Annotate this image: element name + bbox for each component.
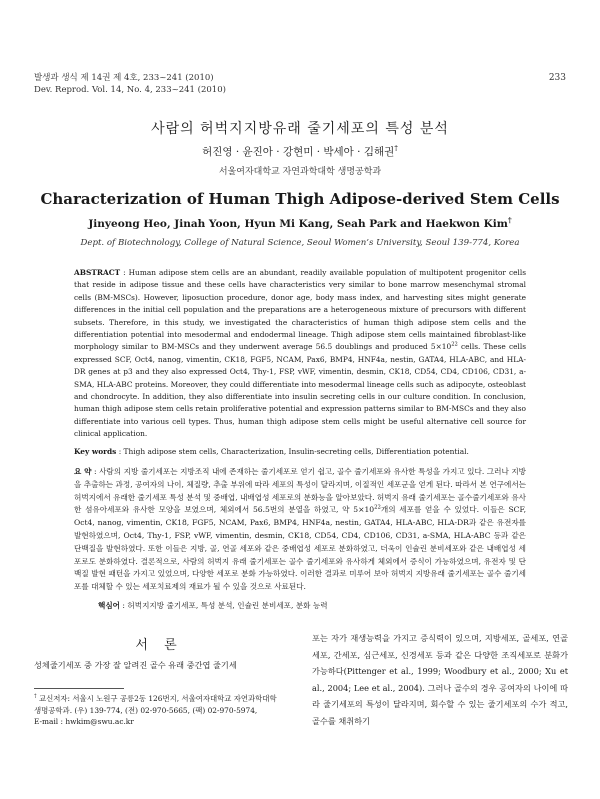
keywords-korean [98,600,518,611]
authors-english [0,215,600,230]
keywords-label: Key words [74,447,117,456]
journal-header-ko: 발생과 생식 제 14권 제 4호, 233~241 (2010) [34,73,214,83]
footnote-line-1: 교신저자: 서울시 노원구 공릉2동 126번지, 서울여자대학교 자연과학대학 생명공학과. (우) 139-774, (전) 02-970-5665, (팩) 02-970-5974, [34,694,277,715]
abstract-text-1: : Human adipose stem cells are an abundant, readily available population of multipotent progenitor cells that reside in adipose tissue and these cells have characteristics very similar to bone marrow mesenchymal stromal cells (BM-MSCs). However, liposuction procedure, donor age, body mass index, and harvesting sites might generate differences in the initial cell population and the preparations are a heterogeneous mixture of precursors with different subsets. Therefore, in this study, we investigated the characteristics of human thigh adipose stem cells and the differentiation potential into mesodermal and endodermal lineage. Thigh adipose stem cells maintained fibroblast-like morphology similar to BM-MSCs and they underwent average 56.5 doublings and produced 5×10 [74,268,526,352]
footnote-email: E-mail : hwkim@swu.ac.kr [34,717,134,727]
abstract-text-2: cells. These cells expressed SCF, Oct4, nanog, vimentin, CK18, FGF5, NCAM, Pax6, BMP4, HNF4a, nestin, GATA4, HLA-ABC, and HLA-DR genes at p3 and they also expressed Oct4, Thy-1, FSP, vWF, vimentin, desmin, CK18, CD54, CD4, CD106, CD31, a-SMA, HLA-ABC proteins. Moreover, they could differentiate into mesodermal lineage cells such as adipocyte, osteoblast and chondrocyte. In addition, they also differentiate into insulin secreting cells in our culture condition. In conclusion, human thigh adipose stem cells retain proliferative potential and expression patterns similar to BM-MSCs and they also differentiate into various cell types. Thus, human thigh adipose stem cells might be useful alternative cell source for clinical application. [74,342,526,439]
abstract-ko-exponent: 22 [374,504,381,511]
affiliation-english: Dept. of Biotechnology, College of Natural Science, Seoul Women’s University, Seoul 139-774, Korea [80,238,520,248]
keywords-ko-label: 핵심어 [98,601,121,610]
abstract-ko-text-1: : 사람의 지방 줄기세포는 지방조직 내에 존재하는 줄기세포로 얻기 쉽고, 골수 줄기세포와 유사한 특성을 가지고 있다. 그러나 지방을 추출하는 과정, 공여자의 나이, 체질량, 추출 부위에 따라 세포의 특성이 달라지며, 이질적인 세포군을 얻게 된다. 따라서 본 연구에서는 허벅지에서 유래한 줄기세포 특성 분석 및 중배엽, 내배엽성 세포로의 분화능을 알아보았다. 허벅지 유래 줄기세포는 골수줄기세포와 유사한 섬유아세포와 유사한 모양을 보였으며, 체외에서 56.5번의 분열을 하였고, 약 5×10 [74,467,526,515]
title-korean: 사람의 허벅지지방유래 줄기세포의 특성 분석 [151,121,449,137]
affiliation-korean: 서울여자대학교 자연과학대학 생명공학과 [218,167,382,177]
intro-right-column: 포는 자가 재생능력을 가지고 증식력이 있으며, 지방세포, 골세포, 연골세포, 간세포, 심근세포, 신경세포 등과 같은 다양한 조직세포로 분화가 가능하다(Pittenger et al., 1999; Woodbury et al., 2000; Xu et al., 2004; Lee et al., 2004). 그러나 골수의 경우 공여자의 나이에 따라 줄기세포의 특성이 달라지며, 회수할 수 있는 줄기세포의 수가 적고, 골수를 채취하기 [312,633,568,726]
corresponding-mark: † [394,143,398,153]
keywords-ko-text: : 허벅지지방 줄기세포, 특성 분석, 인슐린 분비세포, 분화 능력 [120,601,328,610]
corresponding-mark-en: † [507,215,512,225]
page-number: 233 [548,73,566,83]
abstract-ko-text-2: 개의 세포를 얻을 수 있었다. 이들은 SCF, Oct4, nanog, vimentin, CK18, FGF5, NCAM, Pax6, BMP4, HNF4a, nestin, GATA4, HLA-ABC, HLA-DR과 같은 유전자를 발현하였으며, Oct4, Thy-1, FSP, vWF, vimentin, desmin, CK18, CD54, CD4, CD106, CD31, a-SMA, HLA-ABC 등과 같은 단백질을 발현하였다. 또한 이들은 지방, 골, 연골 세포와 같은 중배엽성 세포로 분화하였고, 더욱이 인슐린 분비세포와 같은 내배엽성 세포로도 분화하였다. 결론적으로, 사람의 허벅지 유래 줄기세포는 골수 줄기세포와 유사하게 체외에서 증식이 가능하였으며, 유전자 및 단백질 발현 패턴을 가지고 있었으며, 다양한 세포로 분화 가능하였다. 이러한 결과로 미루어 보아 허벅지 지방유래 줄기세포는 골수 줄기세포를 대체할 수 있는 세포치료제의 재료가 될 수 있을 것으로 사료된다. [74,505,526,592]
authors-korean-names: 허진영 · 윤진아 · 강현미 · 박세아 · 김해권 [202,146,395,158]
title-english: Characterization of Human Thigh Adipose-derived Stem Cells [40,190,560,208]
authors-english-names: Jinyeong Heo, Jinah Yoon, Hyun Mi Kang, Seah Park and Haekwon Kim [88,218,508,230]
keywords-english [74,446,526,458]
section-title-introduction: 서 론 [135,638,183,653]
abstract-label: ABSTRACT [74,268,121,277]
intro-left-column: 성체줄기세포 중 가장 잘 알려진 골수 유래 중간엽 줄기세 [34,660,237,670]
journal-header-en: Dev. Reprod. Vol. 14, No. 4, 233~241 (2010) [34,85,226,95]
footnote-mark: † [34,693,37,700]
footnote-divider [34,688,124,689]
footnote [34,693,284,728]
authors-korean [0,144,600,159]
abstract-ko-label: 요 약 [74,467,92,476]
keywords-text: : Thigh adipose stem cells, Characterization, Insulin-secreting cells, Differentiation potential. [116,447,469,456]
abstract-exponent: 22 [451,341,458,348]
abstract-english [74,267,526,441]
abstract-korean [74,466,526,594]
